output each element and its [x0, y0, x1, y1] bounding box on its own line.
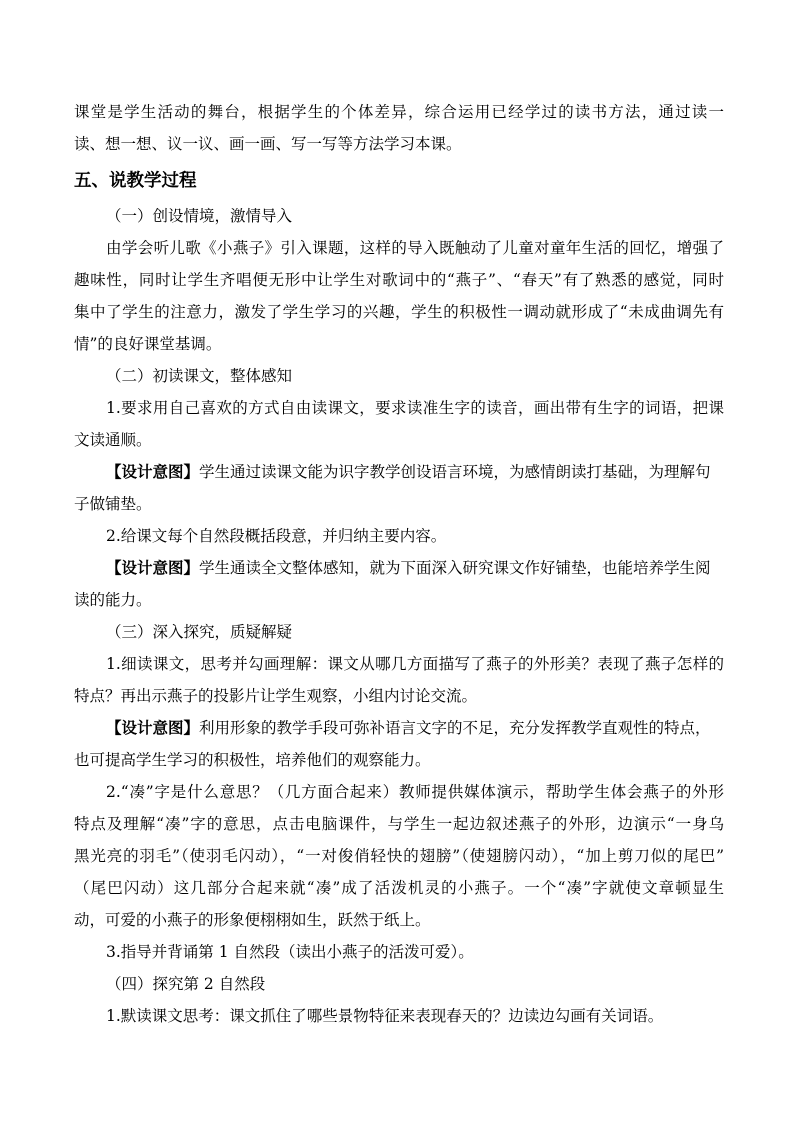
design-intent-label: 【设计意图】: [106, 718, 200, 737]
part1-line-3: 集中了学生的注意力，激发了学生学习的兴趣，学生的积极性一调动就形成了“未成曲调先有: [74, 303, 724, 321]
part2-item1-line-2: 文读通顺。: [74, 431, 152, 449]
design-intent-text: 学生通过读课文能为识字教学创设语言环境，为感情朗读打基础，为理解句: [199, 463, 711, 481]
part3-item3: 3.指导并背诵第 1 自然段（读出小燕子的活泼可爱）。: [106, 943, 474, 961]
part4-heading: （四）探究第 2 自然段: [106, 975, 266, 993]
part3-item2-line-1: 2.“凑”字是什么意思？（几方面合起来）教师提供媒体演示，帮助学生体会燕子的外形: [106, 783, 724, 801]
part2-design2-line-2: 读的能力。: [74, 591, 152, 609]
part3-item2-line-2: 特点及理解“凑”字的意思，点击电脑课件，与学生一起边叙述燕子的外形，边演示“一身乌: [74, 815, 724, 833]
design-intent-label: 【设计意图】: [106, 462, 200, 481]
part3-design-line-1: [106, 718, 724, 738]
section-title: 五、说教学过程: [74, 171, 197, 191]
part2-design1-line-2: 子做铺垫。: [74, 495, 152, 513]
part1-line-2: 趣味性，同时让学生齐唱便无形中让学生对歌词中的“燕子”、“春天”有了熟悉的感觉，同时: [74, 271, 724, 289]
part4-item1: 1.默读课文思考：课文抓住了哪些景物特征来表现春天的？边读边勾画有关词语。: [106, 1007, 664, 1025]
part1-line-1: 由学会听儿歌《小燕子》引入课题，这样的导入既触动了儿童对童年生活的回忆，增强了: [106, 239, 724, 257]
intro-line-1: 课堂是学生活动的舞台，根据学生的个体差异，综合运用已经学过的读书方法，通过读一: [74, 103, 724, 121]
part3-item2-line-5: 动，可爱的小燕子的形象便栩栩如生，跃然于纸上。: [74, 911, 431, 929]
design-intent-text: 学生通读全文整体感知，就为下面深入研究课文作好铺垫，也能培养学生阅: [199, 559, 711, 577]
intro-line-2: 读、想一想、议一议、画一画、写一写等方法学习本课。: [74, 135, 462, 153]
part1-line-4: 情”的良好课堂基调。: [74, 335, 222, 353]
part2-design1-line-1: [106, 462, 724, 482]
part3-item1-line-1: 1.细读课文，思考并勾画理解：课文从哪几方面描写了燕子的外形美？表现了燕子怎样的: [106, 655, 724, 673]
part3-item2-line-3: 黑光亮的羽毛”（使羽毛闪动），“一对俊俏轻快的翅膀”（使翅膀闪动），“加上剪刀似的尾巴”: [74, 847, 724, 865]
part2-heading: （二）初读课文，整体感知: [106, 367, 293, 385]
part2-design2-line-1: [106, 558, 724, 578]
design-intent-text: 利用形象的教学手段可弥补语言文字的不足，充分发挥教学直观性的特点，: [199, 719, 711, 737]
part2-item2: 2.给课文每个自然段概括段意，并归纳主要内容。: [106, 527, 447, 545]
part2-item1-line-1: 1.要求用自己喜欢的方式自由读课文，要求读准生字的读音，画出带有生字的词语，把课: [106, 399, 724, 417]
part3-item2-line-4: （尾巴闪动）这几部分合起来就“凑”成了活泼机灵的小燕子。一个“凑”字就使文章顿显生: [74, 879, 724, 897]
part3-item1-line-2: 特点？再出示燕子的投影片让学生观察，小组内讨论交流。: [74, 687, 478, 705]
part3-heading: （三）深入探究，质疑解疑: [106, 623, 293, 641]
part1-heading: （一）创设情境，激情导入: [106, 207, 293, 225]
part3-design-line-2: 也可提高学生学习的积极性，培养他们的观察能力。: [74, 751, 431, 769]
design-intent-label: 【设计意图】: [106, 558, 200, 577]
